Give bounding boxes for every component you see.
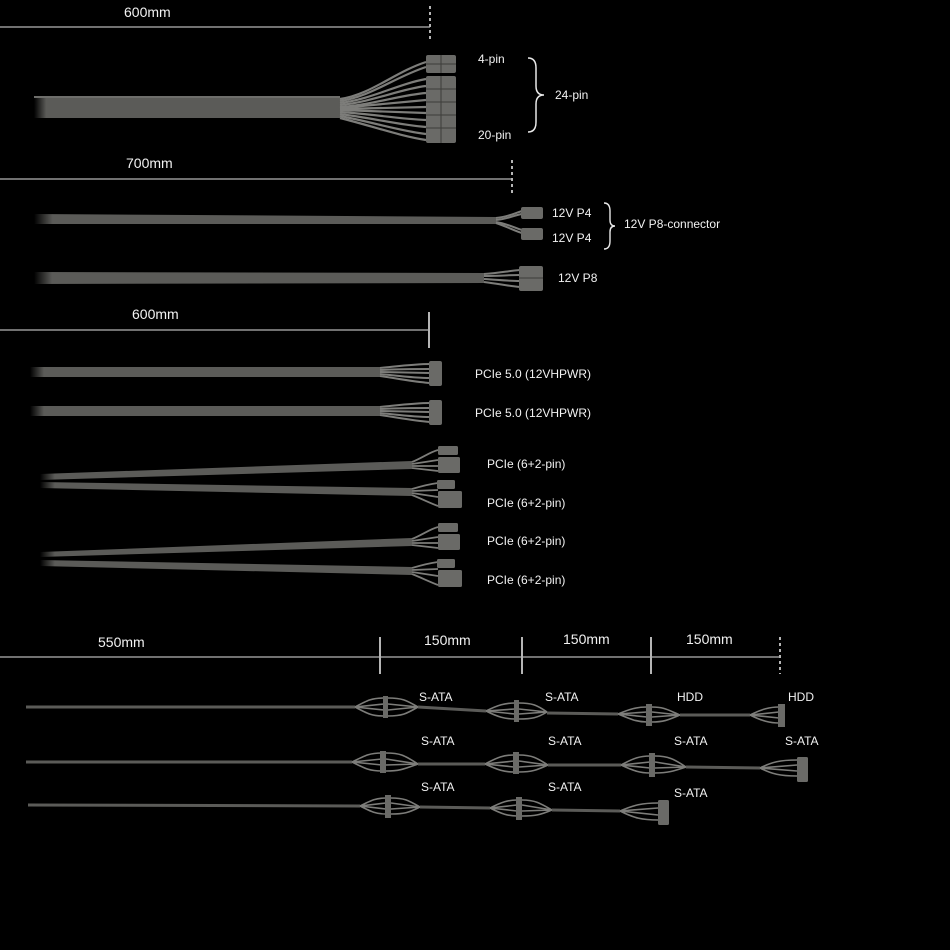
cpu-p4-top-label: 12V P4 (552, 206, 592, 220)
cpu-p8-group-label: 12V P8-connector (624, 217, 721, 231)
atx-24pin-label: 24-pin (555, 88, 589, 102)
measure-label-sata-main: 550mm (98, 634, 145, 650)
measure-label-atx: 600mm (124, 4, 171, 20)
sata-row1-label-1: S-ATA (419, 690, 453, 704)
sata-cable-3 (28, 795, 669, 825)
cpu-split-sheath (34, 214, 496, 224)
pcie-label-1: PCIe (6+2-pin) (487, 457, 566, 471)
pcie5-connector-1 (429, 361, 442, 386)
cpu-p8-split-cable (34, 203, 615, 249)
pcie-label-4: PCIe (6+2-pin) (487, 573, 566, 587)
sata-row2-label-2: S-ATA (548, 734, 582, 748)
pcie5-label-1: PCIe 5.0 (12VHPWR) (475, 367, 592, 381)
measure-label-pcie: 600mm (132, 306, 179, 322)
pcie-label-3: PCIe (6+2-pin) (487, 534, 566, 548)
cpu-p8-single-label: 12V P8 (558, 271, 598, 285)
sata-row3-label-3: S-ATA (674, 786, 708, 800)
cpu-p8-cable (34, 266, 543, 291)
atx-20pin-label: 20-pin (478, 128, 512, 142)
atx-24pin-cable (34, 55, 544, 143)
cpu-single-sheath (34, 272, 484, 284)
atx-brace (528, 58, 544, 132)
atx-wires (340, 62, 426, 140)
measure-label-sata-seg-1: 150mm (424, 632, 471, 648)
pcie5-cable-2 (30, 400, 442, 425)
sata-row2-label-1: S-ATA (421, 734, 455, 748)
cpu-brace (604, 203, 615, 249)
sata-row2-label-4: S-ATA (785, 734, 819, 748)
measure-label-sata-seg-2: 150mm (563, 631, 610, 647)
measure-label-cpu: 700mm (126, 155, 173, 171)
sata-row1-label-4: HDD (788, 690, 814, 704)
sata-row1-label-2: S-ATA (545, 690, 579, 704)
sata-row3-label-2: S-ATA (548, 780, 582, 794)
pcie5-connector-2 (429, 400, 442, 425)
atx-4pin-label: 4-pin (478, 52, 505, 66)
cpu-p4-bottom-label: 12V P4 (552, 231, 592, 245)
pcie5-cable-1 (30, 361, 442, 386)
sata-row1-label-3: HDD (677, 690, 703, 704)
pcie-pair-2 (40, 523, 462, 587)
pcie5-label-2: PCIe 5.0 (12VHPWR) (475, 406, 592, 420)
atx-sheath (34, 96, 340, 118)
pcie-label-2: PCIe (6+2-pin) (487, 496, 566, 510)
sata-row2-label-3: S-ATA (674, 734, 708, 748)
cpu-p4-connector-bottom (521, 228, 543, 240)
pcie-pair-1 (40, 446, 462, 508)
sata-cable-2 (26, 751, 808, 782)
sata-cable-1 (26, 696, 785, 727)
measure-label-sata-seg-3: 150mm (686, 631, 733, 647)
cpu-p4-connector-top (521, 207, 543, 219)
sata-row3-label-1: S-ATA (421, 780, 455, 794)
